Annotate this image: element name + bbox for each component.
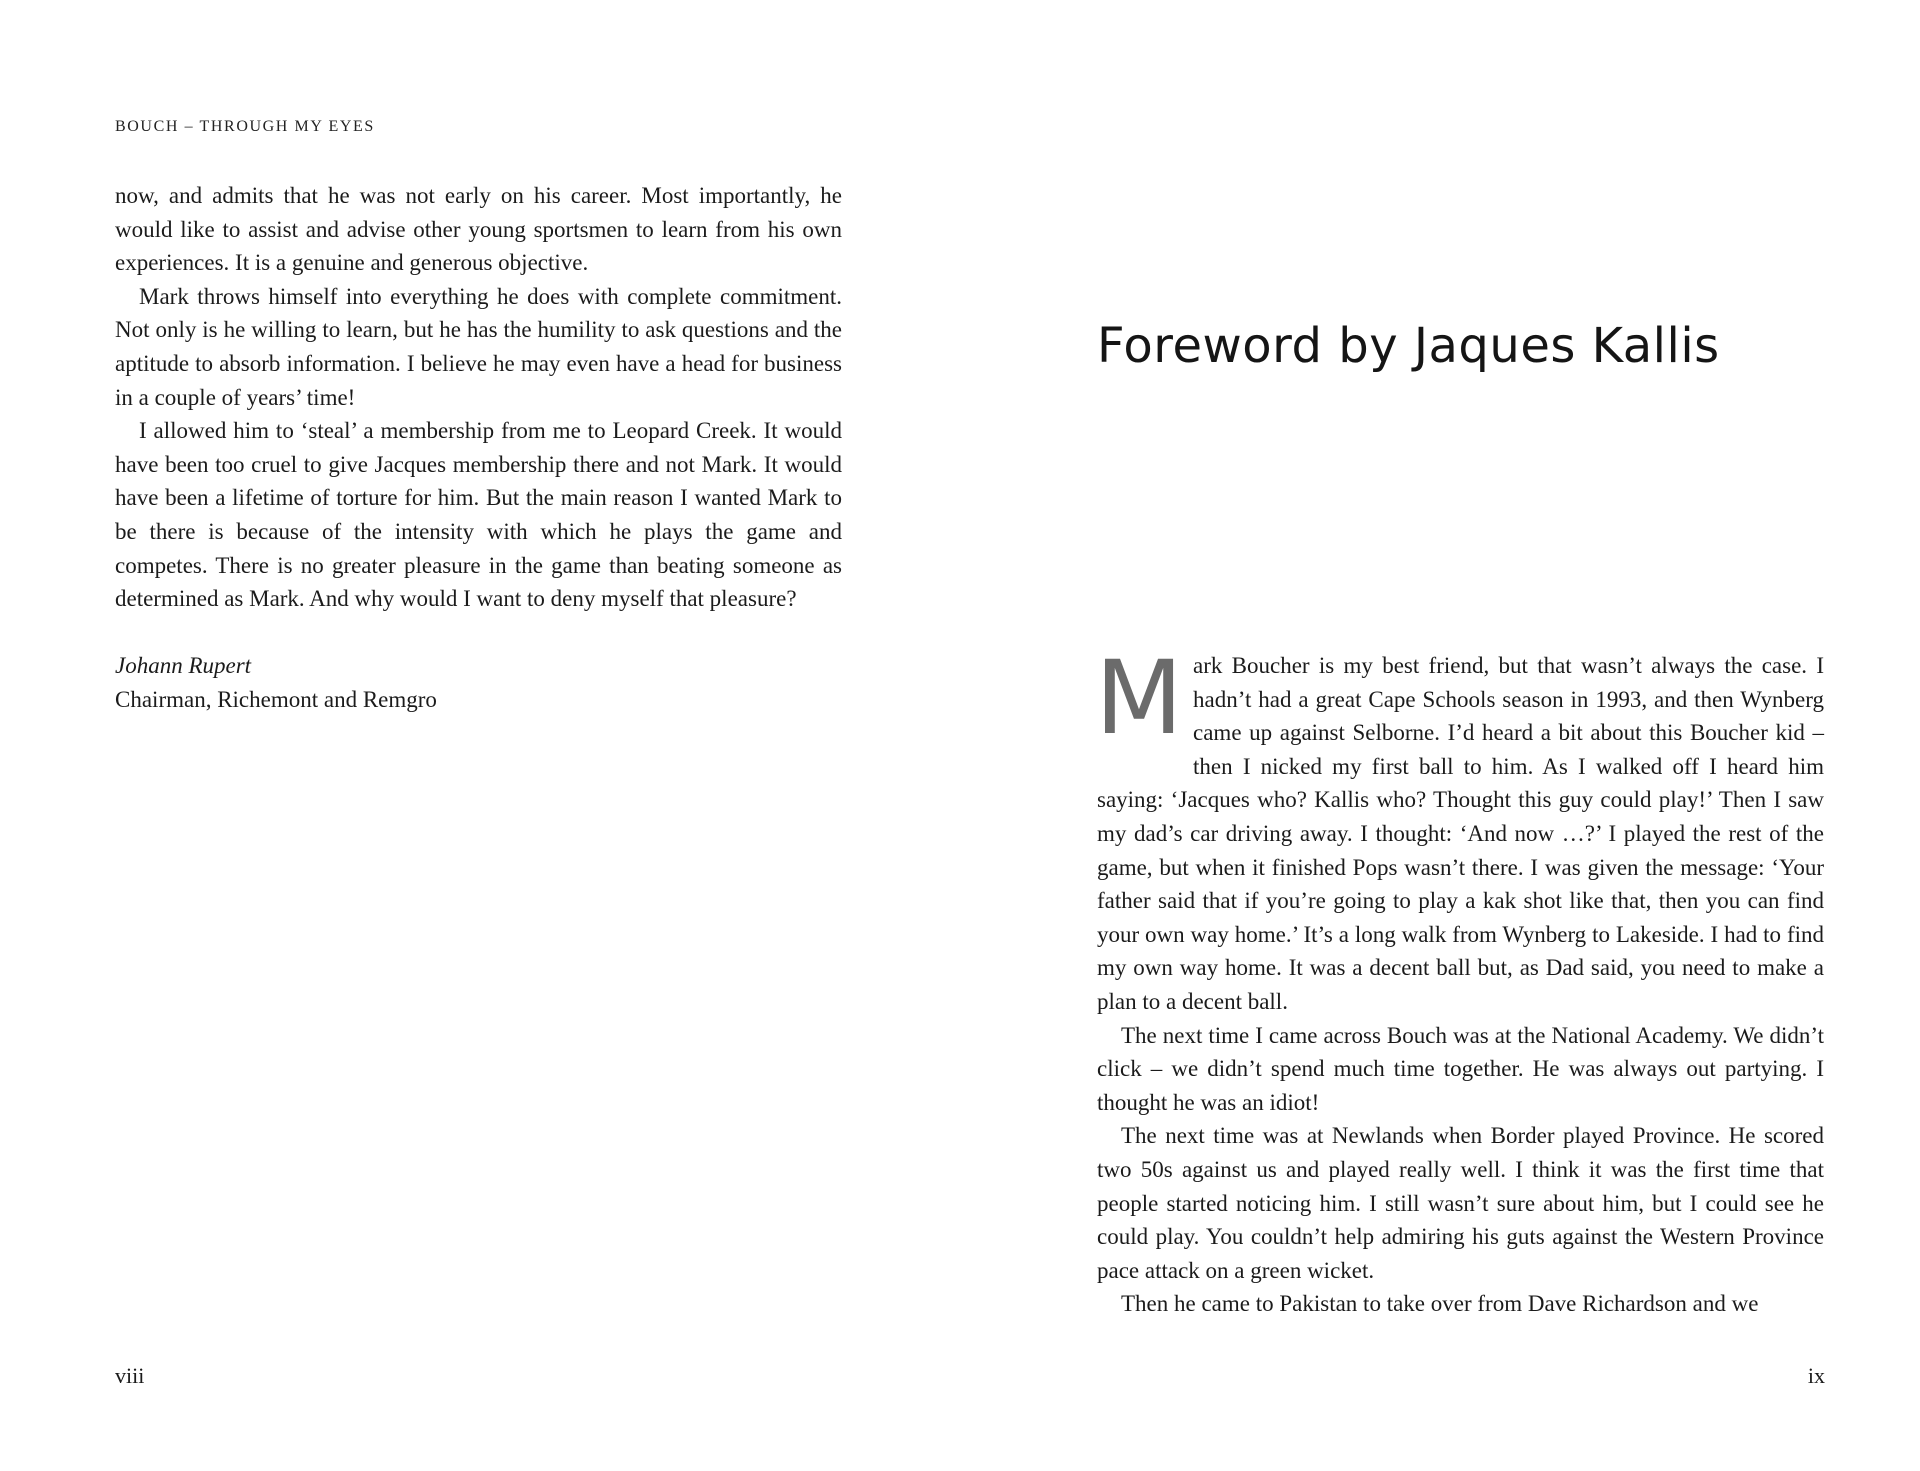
paragraph: The next time was at Newlands when Border played Province. He scored two 50s against us and played really well. I think it was the first time that people started noticing him. I still wasn’t sure about him, but I could see he could play. You couldn’t help admiring his guts against the Western Province pace attack on a green wicket.: [1097, 1123, 1824, 1283]
left-page-text: [115, 179, 842, 717]
running-head: BOUCH – THROUGH MY EYES: [115, 118, 375, 135]
chapter-title: Foreword by Jaques Kallis: [1097, 318, 1720, 374]
signature-role: Chairman, Richemont and Remgro: [115, 686, 437, 712]
signature-name: Johann Rupert: [115, 653, 252, 679]
paragraph: now, and admits that he was not early on his career. Most importantly, he would like to assist and advise other young sportsmen to learn from his own experiences. It is a genuine and generous objective.: [115, 183, 842, 276]
opening-paragraph-text: ark Boucher is my best friend, but that wasn’t always the case. I hadn’t had a great Cape Schools season in 1993, and then Wynberg came up against Selborne. I’d heard a bit about this Boucher kid – then I nicked my first ball to him. As I walked off I heard him saying: ‘Jacques who? Kallis who? Thought this guy could play!’ Then I saw my dad’s car driving away. I thought: ‘And now …?’ I played the rest of the game, but when it finished Pops wasn’t there. I was given the message: ‘Your father said that if you’re going to play a kak shot like that, then you can find your own way home.’ It’s a long walk from Wynberg to Lakeside. I had to find my own way home. It was a decent ball but, as Dad said, you need to make a plan to a decent ball.: [1097, 653, 1824, 1014]
page-number-left: viii: [115, 1363, 145, 1388]
right-page-text: [1095, 639, 1824, 1321]
paragraph: The next time I came across Bouch was at the National Academy. We didn’t click – we didn’t spend much time together. He was always out partying. I thought he was an idiot!: [1097, 1022, 1824, 1115]
paragraph: Mark throws himself into everything he does with complete commitment. Not only is he willing to learn, but he has the humility to ask questions and the aptitude to absorb information. I believe he may even have a head for business in a couple of years’ time!: [115, 283, 842, 410]
signature-block: [115, 649, 842, 716]
page-number-right: ix: [1807, 1363, 1825, 1388]
opening-paragraph: [1095, 639, 1824, 1019]
paragraph: Then he came to Pakistan to take over from Dave Richardson and we: [1121, 1291, 1759, 1317]
paragraph: I allowed him to ‘steal’ a membership from me to Leopard Creek. It would have been too cruel to give Jacques membership there and not Mark. It would have been a lifetime of torture for him. But the main reason I wanted Mark to be there is because of the intensity with which he plays the game and competes. There is no greater pleasure in the game than beating someone as determined as Mark. And why would I want to deny myself that pleasure?: [115, 418, 842, 612]
drop-cap: M: [1095, 639, 1184, 758]
